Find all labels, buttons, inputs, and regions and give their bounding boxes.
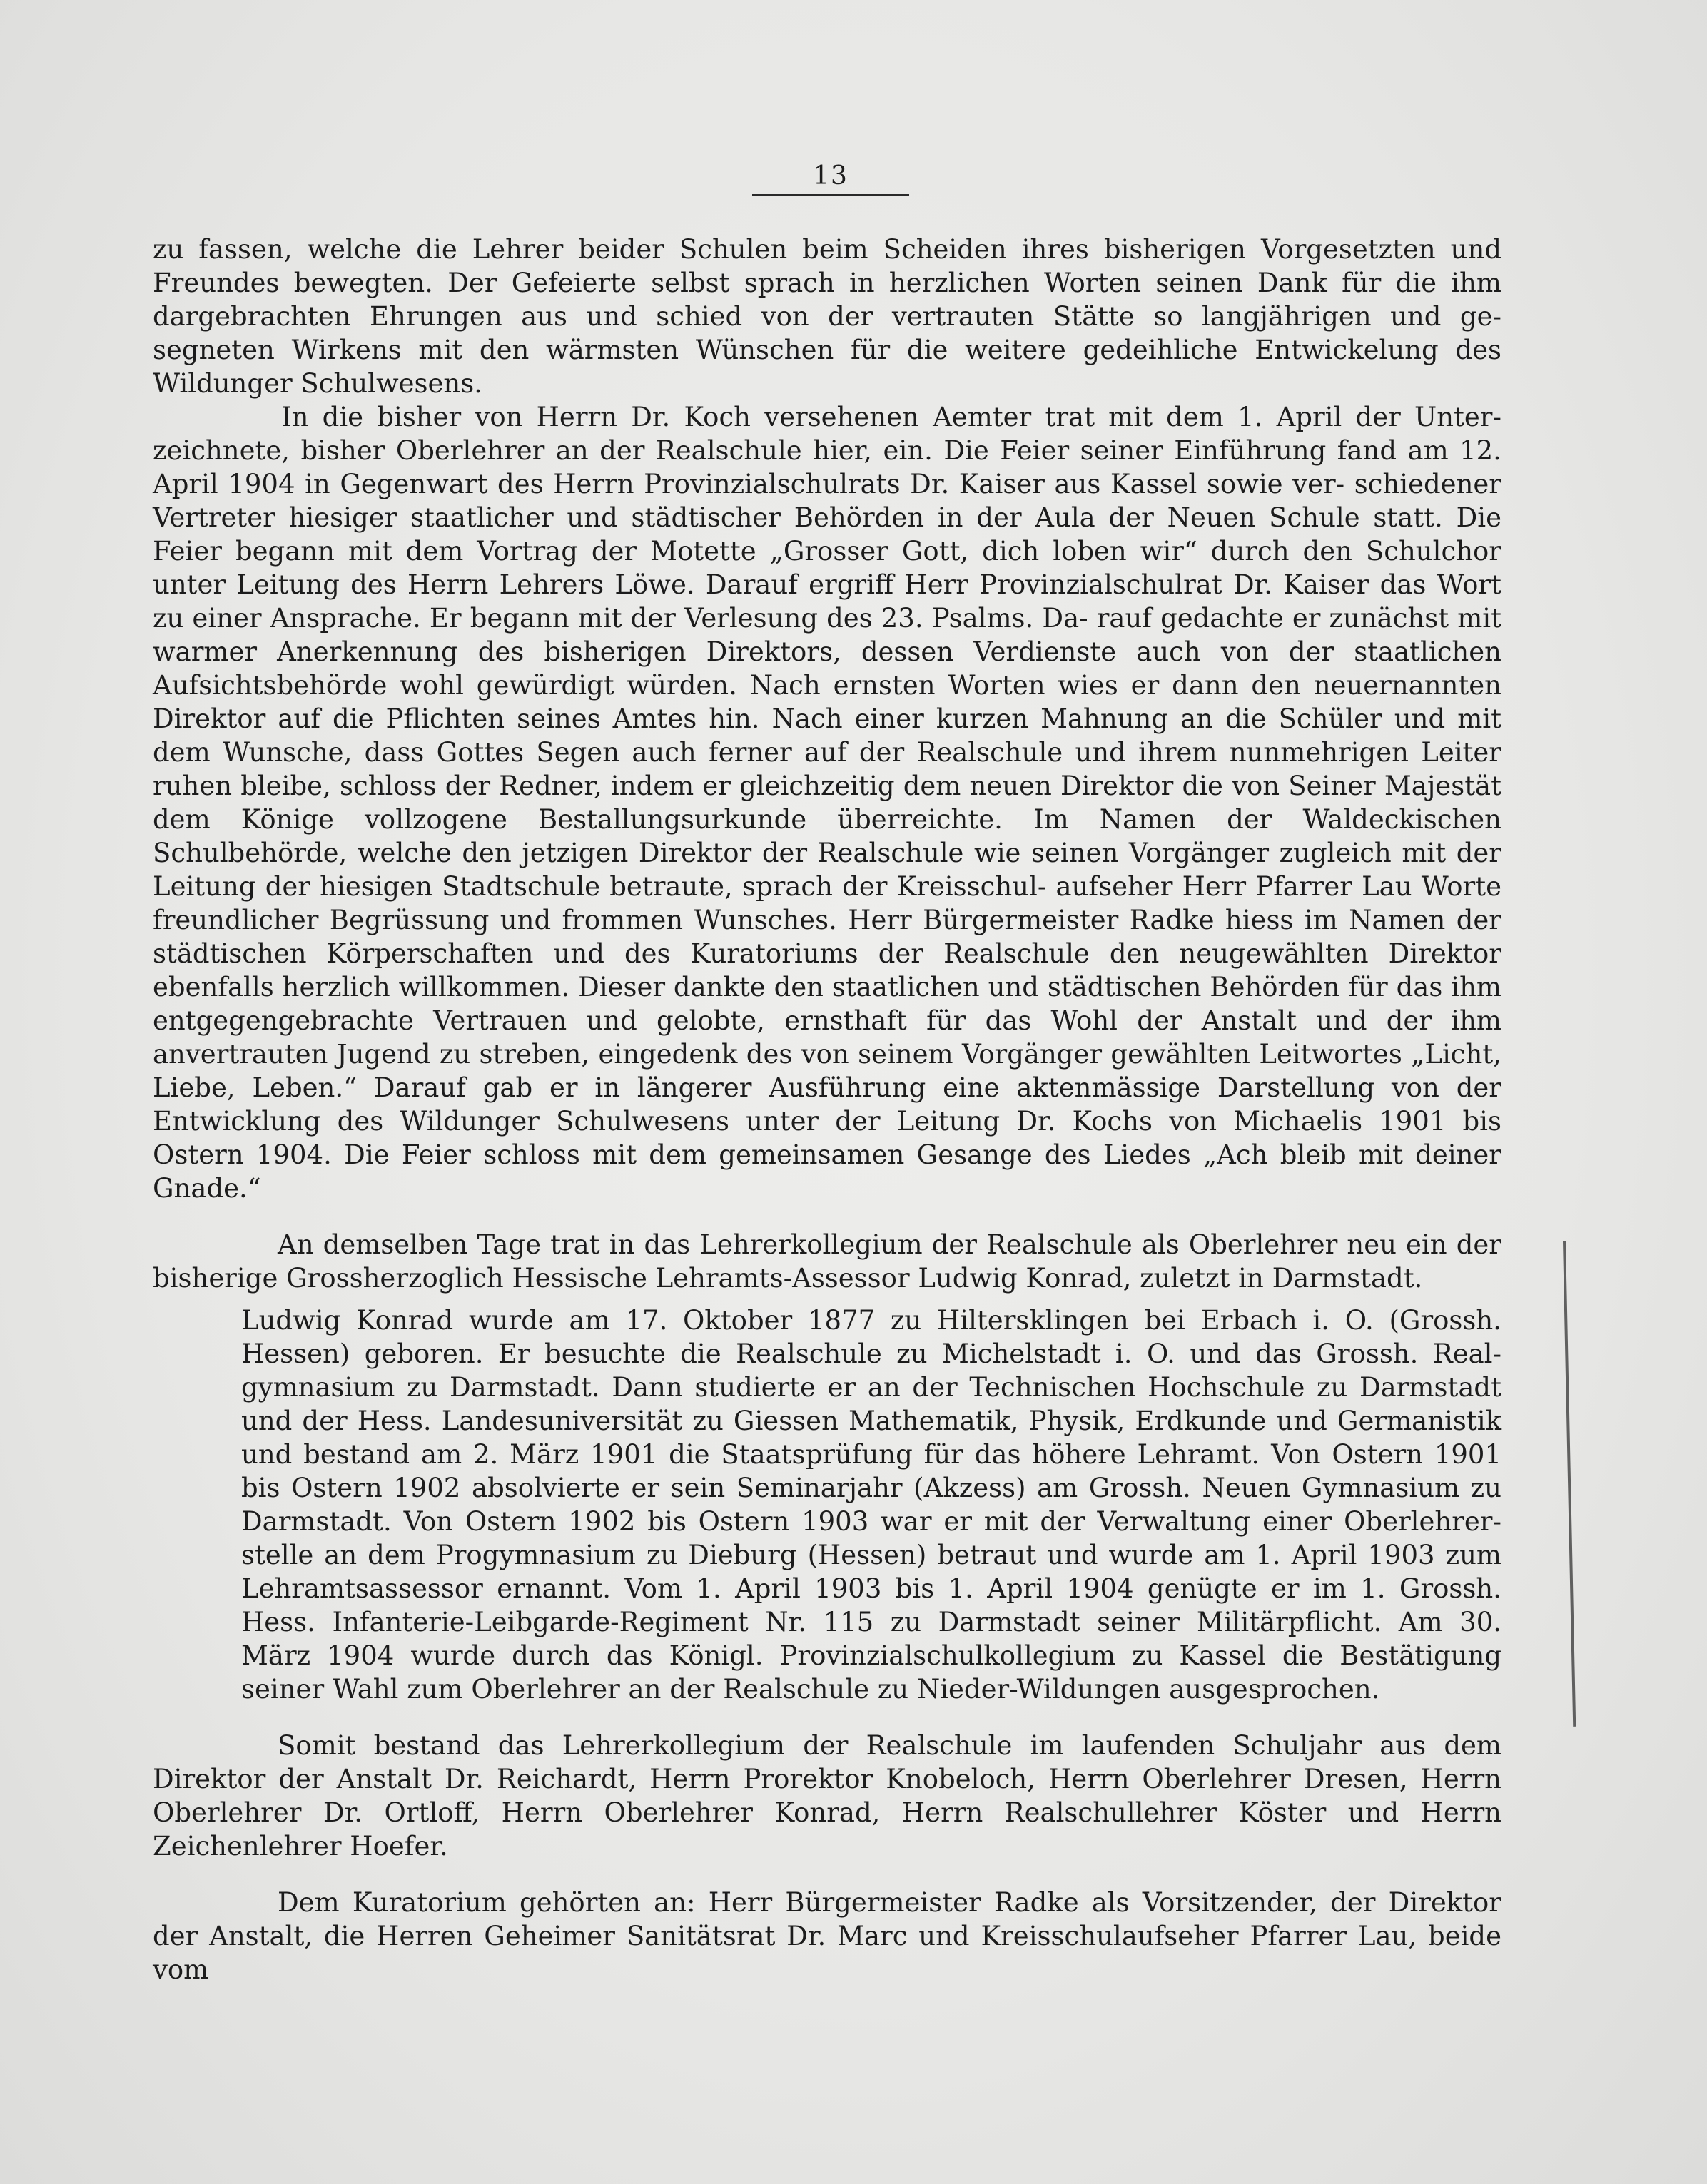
paragraph-farewell: zu fassen, welche die Lehrer beider Schulen beim Scheiden ihres bisherigen Vorgesetzten und Freundes bewegten. Der Gefeierte selbst sprach in herzlichen Worten seinen Dank für die ihm dargebrachten Ehrungen aus und schied von der vertrauten Stätte so langjährigen und ge- segneten Wirkens mit den wärmsten Wünschen für die weitere gedeihliche Entwickelung des Wildunger Schulwesens.: [153, 234, 1501, 399]
body-text: [153, 233, 1501, 1986]
page-number-rule: [752, 194, 909, 196]
paragraph-kuratorium: Dem Kuratorium gehörten an: Herr Bürgermeister Radke als Vorsitzender, der Direktor der Anstalt, die Herren Geheimer Sanitätsrat Dr. Marc und Kreisschulaufseher Pfarrer Lau, beide vom: [153, 1887, 1501, 1985]
page-number: 13: [813, 161, 849, 191]
paragraph-inauguration: In die bisher von Herrn Dr. Koch versehenen Aemter trat mit dem 1. April der Unter- zeichnete, bisher Oberlehrer an der Realschule hier, ein. Die Feier seiner Einführung fand am 12. April 1904 in Gegenwart des Herrn Provinzialschulrats Dr. Kaiser aus Kassel sowie ver- schiedener Vertreter hiesiger staatlicher und städtischer Behörden in der Aula der Neuen Schule statt. Die Feier begann mit dem Vortrag der Motette „Grosser Gott, dich loben wir“ durch den Schulchor unter Leitung des Herrn Lehrers Löwe. Darauf ergriff Herr Provinzialschulrat Dr. Kaiser das Wort zu einer Ansprache. Er begann mit der Verlesung des 23. Psalms. Da- rauf gedachte er zunächst mit warmer Anerkennung des bisherigen Direktors, dessen Verdienste auch von der staatlichen Aufsichtsbehörde wohl gewürdigt würden. Nach ernsten Worten wies er dann den neuernannten Direktor auf die Pflichten seines Amtes hin. Nach einer kurzen Mahnung an die Schüler und mit dem Wunsche, dass Gottes Segen auch ferner auf der Realschule und ihrem nunmehrigen Leiter ruhen bleibe, schloss der Redner, indem er gleichzeitig dem neuen Direktor die von Seiner Majestät dem Könige vollzogene Bestallungsurkunde überreichte. Im Namen der Waldeckischen Schulbehörde, welche den jetzigen Direktor der Realschule wie seinen Vorgänger zugleich mit der Leitung der hiesigen Stadtschule betraute, sprach der Kreisschul- aufseher Herr Pfarrer Lau Worte freundlicher Begrüssung und frommen Wunsches. Herr Bürgermeister Radke hiess im Namen der städtischen Körperschaften und des Kuratoriums der Realschule den neugewählten Direktor ebenfalls herzlich willkommen. Dieser dankte den staatlichen und städtischen Behörden für das ihm entgegengebrachte Vertrauen und gelobte, ernsthaft für das Wohl der Anstalt und der ihm anvertrauten Jugend zu streben, eingedenk des von seinem Vorgänger gewählten Leitwortes „Licht, Liebe, Leben.“ Darauf gab er in längerer Ausführung eine aktenmässige Darstellung von der Entwicklung des Wildunger Schulwesens unter der Leitung Dr. Kochs von Michaelis 1901 bis Ostern 1904. Die Feier schloss mit dem gemeinsamen Gesange des Liedes „Ach bleib mit deiner Gnade.“: [153, 402, 1501, 1204]
paragraph-konrad-biography: Ludwig Konrad wurde am 17. Oktober 1877 zu Hiltersklingen bei Erbach i. O. (Grossh. Hessen) geboren. Er besuchte die Realschule zu Michelstadt i. O. und das Grossh. Real- gymnasium zu Darmstadt. Dann studierte er an der Technischen Hochschule zu Darmstadt und der Hess. Landesuniversität zu Giessen Mathematik, Physik, Erdkunde und Germanistik und bestand am 2. März 1901 die Staatsprüfung für das höhere Lehramt. Von Ostern 1901 bis Ostern 1902 absolvierte er sein Seminarjahr (Akzess) am Grossh. Neuen Gymnasium zu Darmstadt. Von Ostern 1902 bis Ostern 1903 war er mit der Verwaltung einer Oberlehrer- stelle an dem Progymnasium zu Dieburg (Hessen) betraut und wurde am 1. April 1903 zum Lehramtsassessor ernannt. Vom 1. April 1903 bis 1. April 1904 genügte er im 1. Grossh. Hess. Infanterie-Leibgarde-Regiment Nr. 115 zu Darmstadt seiner Militärpflicht. Am 30. März 1904 wurde durch das Königl. Provinzialschulkollegium zu Kassel die Bestätigung seiner Wahl zum Oberlehrer an der Realschule zu Nieder-Wildungen ausgesprochen.: [241, 1305, 1501, 1705]
margin-pencil-line: [1563, 1241, 1576, 1727]
paragraph-faculty: Somit bestand das Lehrerkollegium der Realschule im laufenden Schuljahr aus dem Direktor der Anstalt Dr. Reichardt, Herrn Prorektor Knobeloch, Herrn Oberlehrer Dresen, Herrn Oberlehrer Dr. Ortloff, Herrn Oberlehrer Konrad, Herrn Realschullehrer Köster und Herrn Zeichenlehrer Hoefer.: [153, 1730, 1501, 1862]
paragraph-new-teacher: An demselben Tage trat in das Lehrerkollegium der Realschule als Oberlehrer neu ein der bisherige Grossherzoglich Hessische Lehramts-Assessor Ludwig Konrad, zuletzt in Darmstadt.: [153, 1229, 1501, 1294]
